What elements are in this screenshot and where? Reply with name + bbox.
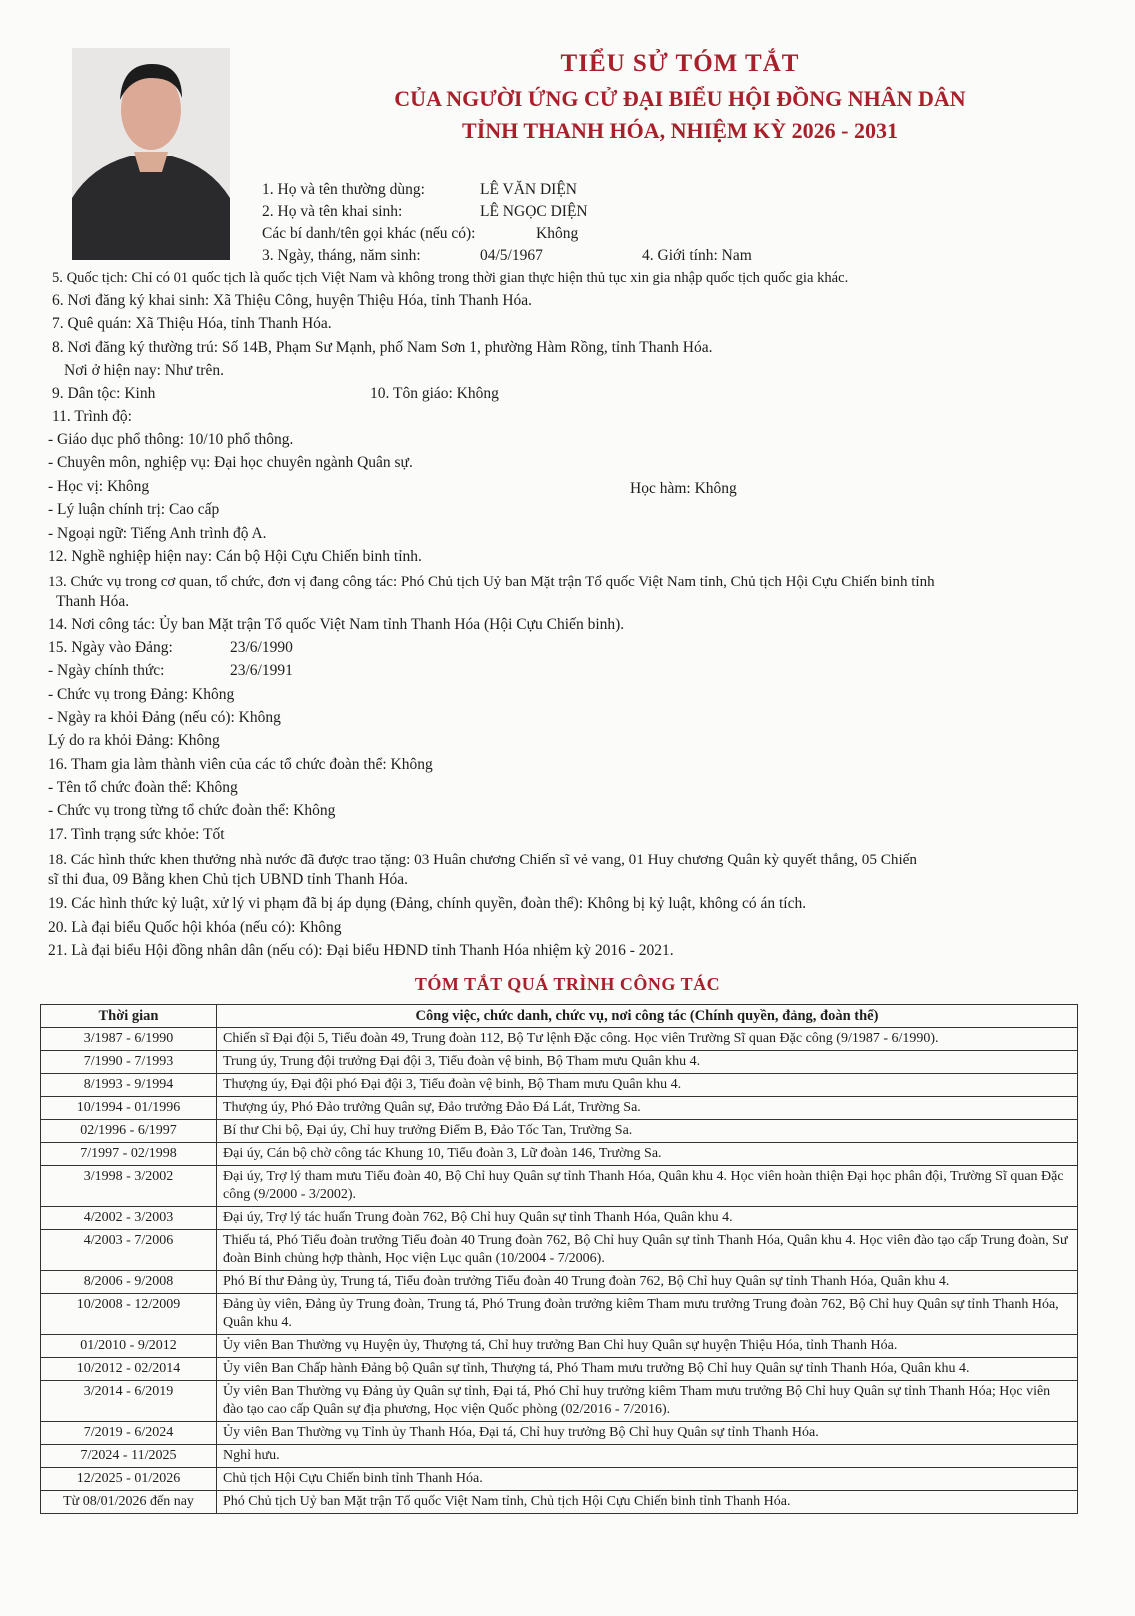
time-cell: 10/2008 - 12/2009 xyxy=(41,1294,217,1335)
description-cell: Ủy viên Ban Thường vụ Huyện ủy, Thượng tá, Chỉ huy trưởng Ban Chỉ huy Quân sự huyện Thiệu Hóa, tỉnh Thanh Hóa. xyxy=(217,1335,1078,1358)
description-cell: Nghỉ hưu. xyxy=(217,1445,1078,1468)
time-cell: 3/1998 - 3/2002 xyxy=(41,1166,217,1207)
column-header-description: Công việc, chức danh, chức vụ, nơi công tác (Chính quyền, đảng, đoàn thể) xyxy=(217,1005,1078,1028)
party-official-date: 23/6/1991 xyxy=(230,662,293,679)
time-cell: Từ 08/01/2026 đến nay xyxy=(41,1491,217,1514)
party-position: - Chức vụ trong Đảng: Không xyxy=(48,686,235,703)
foreign-language: - Ngoại ngữ: Tiếng Anh trình độ A. xyxy=(48,525,267,542)
workplace: 14. Nơi công tác: Ủy ban Mặt trận Tổ quốc Việt Nam tỉnh Thanh Hóa (Hội Cựu Chiến binh). xyxy=(48,616,625,633)
document-title: TIỂU SỬ TÓM TẮT xyxy=(560,50,800,77)
career-section-title: TÓM TẮT QUÁ TRÌNH CÔNG TÁC xyxy=(414,974,721,994)
permanent-residence: 8. Nơi đăng ký thường trú: Số 14B, Phạm Sư Mạnh, phố Nam Sơn 1, phường Hàm Rồng, tỉnh Thanh Hóa. xyxy=(52,339,713,356)
nationality: 5. Quốc tịch: Chỉ có 01 quốc tịch là quốc tịch Việt Nam và không trong thời gian thực hiện thủ tục xin gia nhập quốc tịch quốc gia khác. xyxy=(52,270,849,286)
career-table xyxy=(40,1004,1078,1514)
current-position: 13. Chức vụ trong cơ quan, tổ chức, đơn vị đang công tác: Phó Chủ tịch Uỷ ban Mặt trận Tổ quốc Việt Nam tỉnh, Chủ tịch Hội Cựu Chiến binh tỉnh xyxy=(48,574,935,590)
document-subtitle: CỦA NGƯỜI ỨNG CỬ ĐẠI BIỂU HỘI ĐỒNG NHÂN DÂN xyxy=(394,86,966,111)
general-education: - Giáo dục phổ thông: 10/10 phổ thông. xyxy=(48,431,294,448)
hometown: 7. Quê quán: Xã Thiệu Hóa, tỉnh Thanh Hóa. xyxy=(52,315,332,332)
birth-registration: 6. Nơi đăng ký khai sinh: Xã Thiệu Công, huyện Thiệu Hóa, tỉnh Thanh Hóa. xyxy=(52,292,533,309)
birth-name-value: LÊ NGỌC DIỆN xyxy=(480,203,588,220)
document-subtitle-term: TỈNH THANH HÓA, NHIỆM KỲ 2026 - 2031 xyxy=(462,118,898,143)
birth-date-label: 3. Ngày, tháng, năm sinh: xyxy=(262,247,421,264)
table-row xyxy=(41,1166,1078,1207)
time-cell: 4/2003 - 7/2006 xyxy=(41,1230,217,1271)
table-row xyxy=(41,1143,1078,1166)
table-row xyxy=(41,1422,1078,1445)
time-cell: 7/1990 - 7/1993 xyxy=(41,1051,217,1074)
time-cell: 4/2002 - 3/2003 xyxy=(41,1207,217,1230)
time-cell: 01/2010 - 9/2012 xyxy=(41,1335,217,1358)
time-cell: 3/1987 - 6/1990 xyxy=(41,1028,217,1051)
awards: 18. Các hình thức khen thưởng nhà nước đã được trao tặng: 03 Huân chương Chiến sĩ vẻ vang, 01 Huy chương Quân kỳ quyết thắng, 05 Chiến xyxy=(48,851,918,868)
party-join-date: 23/6/1990 xyxy=(230,639,293,656)
description-cell: Đảng ủy viên, Đảng ủy Trung đoàn, Trung tá, Phó Trung đoàn trưởng kiêm Tham mưu trưởng Trung đoàn 762, Bộ Chỉ huy Quân sự tỉnh Thanh Hóa, Quân khu 4. xyxy=(217,1294,1078,1335)
ethnicity: 9. Dân tộc: Kinh xyxy=(52,385,156,402)
birth-name-label: 2. Họ và tên khai sinh: xyxy=(262,203,403,220)
health-status: 17. Tình trạng sức khỏe: Tốt xyxy=(48,826,225,843)
organization-name: - Tên tổ chức đoàn thể: Không xyxy=(48,779,238,796)
political-theory: - Lý luận chính trị: Cao cấp xyxy=(48,501,220,518)
party-leave-reason: Lý do ra khỏi Đảng: Không xyxy=(48,732,220,749)
table-row xyxy=(41,1468,1078,1491)
time-cell: 7/2019 - 6/2024 xyxy=(41,1422,217,1445)
description-cell: Trung úy, Trung đội trưởng Đại đội 3, Tiểu đoàn vệ binh, Bộ Tham mưu Quân khu 4. xyxy=(217,1051,1078,1074)
table-row xyxy=(41,1358,1078,1381)
description-cell: Đại úy, Trợ lý tác huấn Trung đoàn 762, Bộ Chỉ huy Quân sự tỉnh Thanh Hóa, Quân khu 4. xyxy=(217,1207,1078,1230)
table-header-row xyxy=(41,1005,1078,1028)
specialty: - Chuyên môn, nghiệp vụ: Đại học chuyên ngành Quân sự. xyxy=(48,454,413,471)
organization-position: - Chức vụ trong từng tổ chức đoàn thể: Không xyxy=(48,802,336,819)
description-cell: Ủy viên Ban Thường vụ Tỉnh ủy Thanh Hóa, Đại tá, Chỉ huy trưởng Bộ Chỉ huy Quân sự tỉnh Thanh Hóa. xyxy=(217,1422,1078,1445)
gender: 4. Giới tính: Nam xyxy=(642,247,752,264)
table-row xyxy=(41,1207,1078,1230)
table-row xyxy=(41,1271,1078,1294)
time-cell: 10/1994 - 01/1996 xyxy=(41,1097,217,1120)
table-row xyxy=(41,1051,1078,1074)
portrait-photo xyxy=(72,48,230,260)
table-row xyxy=(41,1028,1078,1051)
description-cell: Thượng úy, Phó Đảo trưởng Quân sự, Đảo trưởng Đảo Đá Lát, Trường Sa. xyxy=(217,1097,1078,1120)
discipline: 19. Các hình thức kỷ luật, xử lý vi phạm đã bị áp dụng (Đảng, chính quyền, đoàn thể): Không bị kỷ luật, không có án tích. xyxy=(48,895,807,912)
alias-label: Các bí danh/tên gọi khác (nếu có): xyxy=(262,225,476,242)
time-cell: 02/1996 - 6/1997 xyxy=(41,1120,217,1143)
table-row xyxy=(41,1074,1078,1097)
table-row xyxy=(41,1491,1078,1514)
religion: 10. Tôn giáo: Không xyxy=(370,385,499,402)
alias-value: Không xyxy=(536,225,579,242)
description-cell: Phó Bí thư Đảng ủy, Trung tá, Tiểu đoàn trưởng Tiểu đoàn 40 Trung đoàn 762, Bộ Chỉ huy Quân sự tỉnh Thanh Hóa, Quân khu 4. xyxy=(217,1271,1078,1294)
person-portrait-icon xyxy=(72,48,230,260)
time-cell: 7/2024 - 11/2025 xyxy=(41,1445,217,1468)
academic-degree: - Học vị: Không xyxy=(48,478,150,495)
national-assembly-deputy: 20. Là đại biểu Quốc hội khóa (nếu có): Không xyxy=(48,919,342,936)
time-cell: 3/2014 - 6/2019 xyxy=(41,1381,217,1422)
table-row xyxy=(41,1335,1078,1358)
current-residence: Nơi ở hiện nay: Như trên. xyxy=(64,362,224,379)
description-cell: Thiếu tá, Phó Tiểu đoàn trưởng Tiểu đoàn 40 Trung đoàn 762, Bộ Chỉ huy Quân sự tỉnh Thanh Hóa, Quân khu 4. Học viên đào tạo cấp Trung đoàn, Sư đoàn Binh chủng hợp thành, Học viện Lục quân (10/2004 - 7/2006). xyxy=(217,1230,1078,1271)
table-row xyxy=(41,1381,1078,1422)
current-occupation: 12. Nghề nghiệp hiện nay: Cán bộ Hội Cựu Chiến binh tỉnh. xyxy=(48,548,422,565)
table-row xyxy=(41,1445,1078,1468)
time-cell: 10/2012 - 02/2014 xyxy=(41,1358,217,1381)
table-row xyxy=(41,1294,1078,1335)
description-cell: Đại úy, Cán bộ chờ công tác Khung 10, Tiểu đoàn 3, Lữ đoàn 146, Trường Sa. xyxy=(217,1143,1078,1166)
organizations: 16. Tham gia làm thành viên của các tổ chức đoàn thể: Không xyxy=(48,756,433,773)
current-position-cont: Thanh Hóa. xyxy=(56,593,130,610)
table-row xyxy=(41,1097,1078,1120)
time-cell: 8/2006 - 9/2008 xyxy=(41,1271,217,1294)
party-join-label: 15. Ngày vào Đảng: xyxy=(48,639,173,656)
table-row xyxy=(41,1120,1078,1143)
common-name-label: 1. Họ và tên thường dùng: xyxy=(262,181,425,198)
description-cell: Phó Chủ tịch Uỷ ban Mặt trận Tổ quốc Việt Nam tỉnh, Chủ tịch Hội Cựu Chiến binh tỉnh Thanh Hóa. xyxy=(217,1491,1078,1514)
description-cell: Thượng úy, Đại đội phó Đại đội 3, Tiểu đoàn vệ binh, Bộ Tham mưu Quân khu 4. xyxy=(217,1074,1078,1097)
time-cell: 12/2025 - 01/2026 xyxy=(41,1468,217,1491)
birth-date-value: 04/5/1967 xyxy=(480,247,543,264)
description-cell: Chiến sĩ Đại đội 5, Tiểu đoàn 49, Trung đoàn 112, Bộ Tư lệnh Đặc công. Học viên Trường Sĩ quan Đặc công (9/1987 - 6/1990). xyxy=(217,1028,1078,1051)
description-cell: Bí thư Chi bộ, Đại úy, Chỉ huy trưởng Điểm B, Đảo Tốc Tan, Trường Sa. xyxy=(217,1120,1078,1143)
table-row xyxy=(41,1230,1078,1271)
awards-cont: sĩ thi đua, 09 Bằng khen Chủ tịch UBND tỉnh Thanh Hóa. xyxy=(48,871,409,888)
party-leave-date: - Ngày ra khỏi Đảng (nếu có): Không xyxy=(48,709,281,726)
description-cell: Đại úy, Trợ lý tham mưu Tiểu đoàn 40, Bộ Chỉ huy Quân sự tỉnh Thanh Hóa, Quân khu 4. Học viên hoàn thiện Đại học phân đội, Trường Sĩ quan Đặc công (9/2000 - 3/2002). xyxy=(217,1166,1078,1207)
time-cell: 8/1993 - 9/1994 xyxy=(41,1074,217,1097)
party-official-label: - Ngày chính thức: xyxy=(48,662,165,679)
description-cell: Chủ tịch Hội Cựu Chiến binh tỉnh Thanh Hóa. xyxy=(217,1468,1078,1491)
education-heading: 11. Trình độ: xyxy=(52,408,132,425)
common-name-value: LÊ VĂN DIỆN xyxy=(480,181,578,198)
column-header-time: Thời gian xyxy=(41,1005,217,1028)
academic-title: Học hàm: Không xyxy=(630,480,737,497)
council-deputy: 21. Là đại biểu Hội đồng nhân dân (nếu có): Đại biểu HĐND tỉnh Thanh Hóa nhiệm kỳ 2016 - 2021. xyxy=(48,942,674,959)
description-cell: Ủy viên Ban Thường vụ Đảng ủy Quân sự tỉnh, Đại tá, Phó Chỉ huy trưởng kiêm Tham mưu trưởng Bộ Chỉ huy Quân sự tỉnh Thanh Hóa; Học viên đào tạo cao cấp Quân sự địa phương, Học viện Quốc phòng (02/2016 - 7/2016). xyxy=(217,1381,1078,1422)
time-cell: 7/1997 - 02/1998 xyxy=(41,1143,217,1166)
description-cell: Ủy viên Ban Chấp hành Đảng bộ Quân sự tỉnh, Thượng tá, Phó Tham mưu trưởng Bộ Chỉ huy Quân sự tỉnh Thanh Hóa, Quân khu 4. xyxy=(217,1358,1078,1381)
